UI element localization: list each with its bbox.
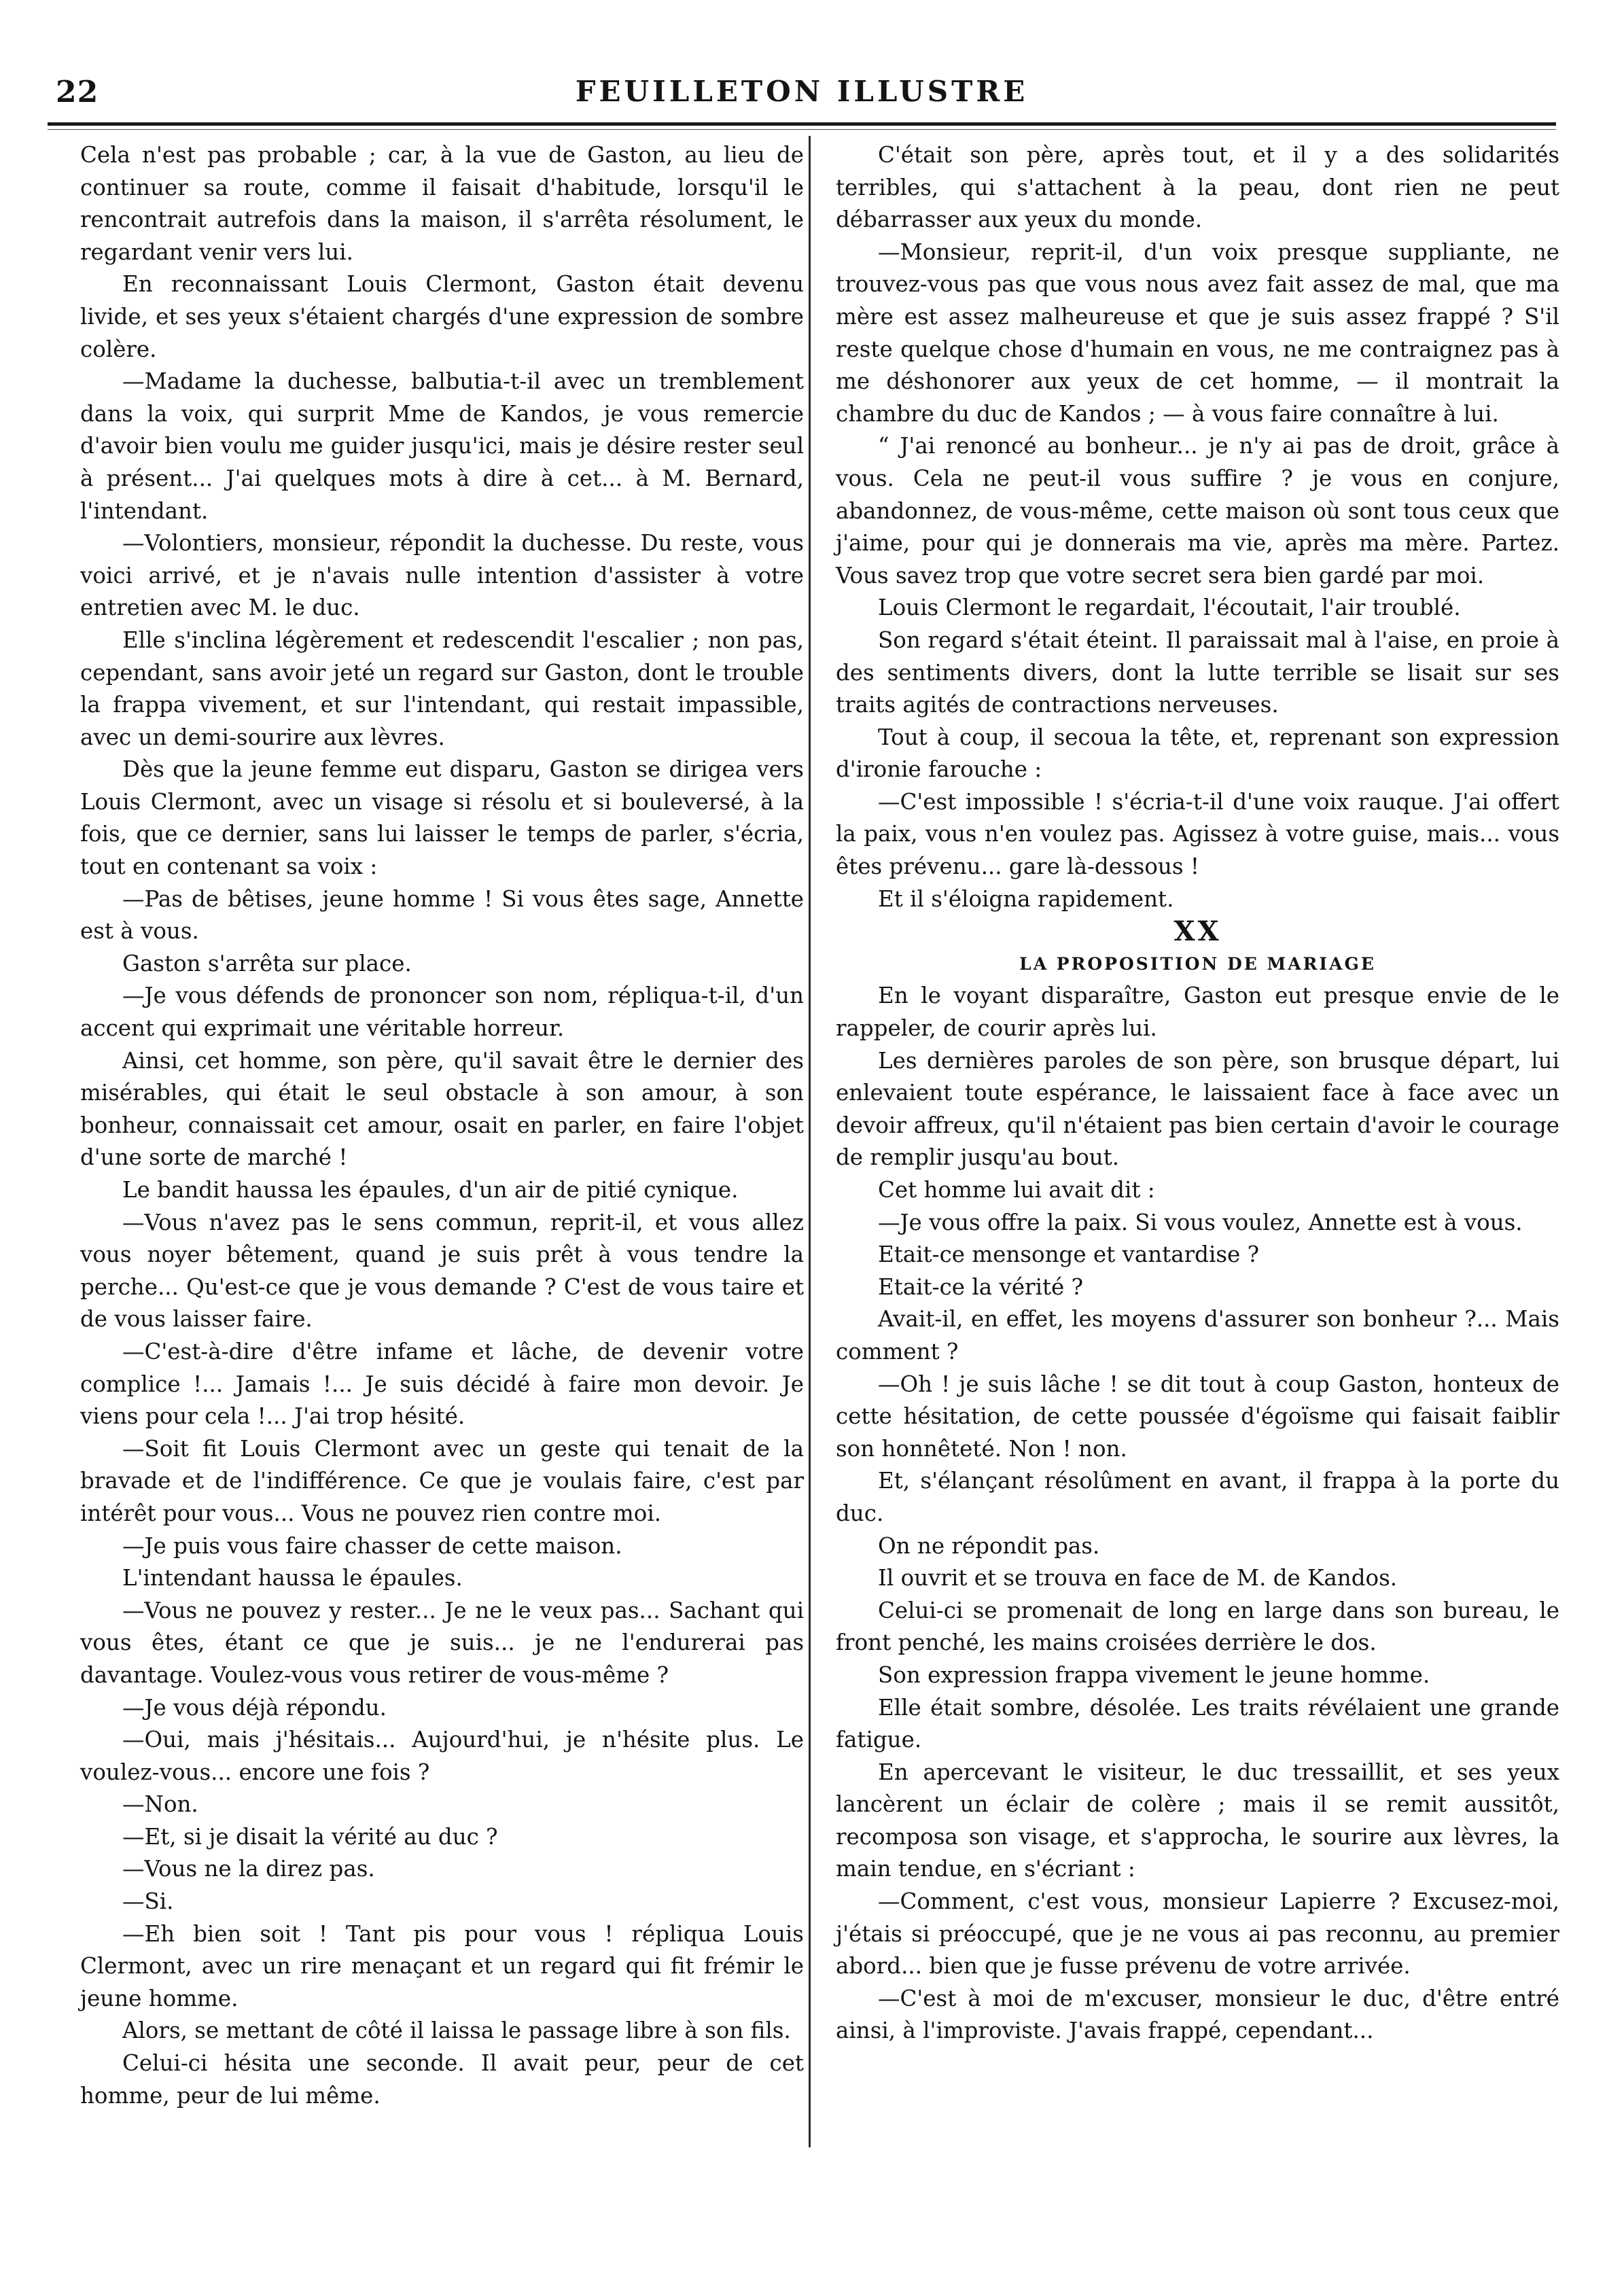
paragraph: Les dernières paroles de son père, son brusque départ, lui enlevaient toute espérance, le laissaient face à face avec un devoir affreux, qu'il n'étaient pas bien certain d'avoir le courage de remplir jusqu'au bout. <box>836 1047 1559 1171</box>
chapter-number: XX <box>1173 915 1222 948</box>
paragraph: Celui-ci hésita une seconde. Il avait peur, peur de cet homme, peur de lui même. <box>80 2050 804 2109</box>
paragraph: Son expression frappa vivement le jeune homme. <box>878 1661 1430 1688</box>
paragraph: Ainsi, cet homme, son père, qu'il savait être le dernier des misérables, qui était le seul obstacle à son amour, à son bonheur, connaissait cet amour, osait en parler, en faire l'objet d'une sorte de marché ! <box>80 1047 804 1171</box>
paragraph: —Monsieur, reprit-il, d'un voix presque suppliante, ne trouvez-vous pas que vous nous avez fait assez de mal, que ma mère est assez malheureuse et que je suis assez frappé ? S'il reste quelque chose d'humain en vous, ne me contraignez pas à me déshonorer aux yeux de cet homme, — il montrait la chambre du duc de Kandos ; — à vous faire connaître à lui. <box>836 239 1559 427</box>
paragraph: —Vous ne la direz pas. <box>122 1856 375 1882</box>
paragraph: —Eh bien soit ! Tant pis pour vous ! répliqua Louis Clermont, avec un rire menaçant et un regard qui fit frémir le jeune homme. <box>80 1920 804 2011</box>
page-number: 22 <box>56 75 99 109</box>
paragraph: Etait-ce la vérité ? <box>878 1273 1084 1300</box>
paragraph: —C'est-à-dire d'être infame et lâche, de devenir votre complice !... Jamais !... Je suis décidé à faire mon devoir. Je viens pour cela !... J'ai trop hésité. <box>80 1338 804 1430</box>
paragraph: —Oui, mais j'hésitais... Aujourd'hui, je n'hésite plus. Le voulez-vous... encore une fois ? <box>80 1727 804 1785</box>
paragraph: Cet homme lui avait dit : <box>878 1177 1155 1203</box>
paragraph: —C'est à moi de m'excuser, monsieur le duc, d'être entré ainsi, à l'improviste. J'avais frappé, cependant... <box>836 1985 1559 2044</box>
paragraph: —Je vous déjà répondu. <box>122 1694 387 1721</box>
paragraph: Alors, se mettant de côté il laissa le passage libre à son fils. <box>122 2018 791 2044</box>
paragraph: —Vous ne pouvez y rester... Je ne le veux pas... Sachant qui vous êtes, étant ce que je suis... je ne l'endurerai pas davantage. Voulez-vous vous retirer de vous-même ? <box>80 1597 804 1688</box>
paragraph: Avait-il, en effet, les moyens d'assurer son bonheur ?... Mais comment ? <box>836 1306 1559 1365</box>
paragraph: En le voyant disparaître, Gaston eut presque envie de le rappeler, de courir après lui. <box>836 983 1559 1042</box>
paragraph: En reconnaissant Louis Clermont, Gaston était devenu livide, et ses yeux s'étaient chargés d'une expression de sombre colère. <box>80 271 804 362</box>
paragraph: Et il s'éloigna rapidement. <box>878 885 1174 912</box>
paragraph: Le bandit haussa les épaules, d'un air de pitié cynique. <box>122 1177 739 1203</box>
left-column <box>80 139 804 2112</box>
paragraph: —Madame la duchesse, balbutia-t-il avec un tremblement dans la voix, qui surprit Mme de Kandos, je vous remercie d'avoir bien voulu me guider jusqu'ici, mais je désire rester seul à présent... J'ai quelques mots à dire à cet... à M. Bernard, l'intendant. <box>80 368 804 524</box>
paragraph: —Non. <box>122 1791 198 1818</box>
paragraph: Il ouvrit et se trouva en face de M. de Kandos. <box>878 1565 1398 1591</box>
paragraph: —Comment, c'est vous, monsieur Lapierre ? Excusez-moi, j'étais si préoccupé, que je ne vous ai pas reconnu, au premier abord... bien que je fusse prévenu de votre arrivée. <box>836 1888 1559 1979</box>
paragraph: —Si. <box>122 1888 174 1915</box>
paragraph: Etait-ce mensonge et vantardise ? <box>878 1242 1260 1268</box>
paragraph: Cela n'est pas probable ; car, à la vue de Gaston, au lieu de continuer sa route, comme il faisait d'habitude, lorsqu'il le rencontrait autrefois dans la maison, il s'arrêta résolument, le regardant venir vers lui. <box>80 142 804 265</box>
paragraph: —Oh ! je suis lâche ! se dit tout à coup Gaston, honteux de cette hésitation, de cette poussée d'égoïsme qui faisait faiblir son honnêteté. Non ! non. <box>836 1371 1559 1462</box>
chapter-title: LA PROPOSITION DE MARIAGE <box>1019 953 1376 974</box>
paragraph: —Je puis vous faire chasser de cette maison. <box>122 1532 622 1559</box>
paragraph: —Je vous offre la paix. Si vous voulez, Annette est à vous. <box>878 1209 1523 1235</box>
paragraph: —Je vous défends de prononcer son nom, répliqua-t-il, d'un accent qui exprimait une véritable horreur. <box>80 983 804 1042</box>
paragraph: —Vous n'avez pas le sens commun, reprit-il, et vous allez vous noyer bêtement, quand je suis prêt à vous tendre la perche... Qu'est-ce que je vous demande ? C'est de vous taire et de vous laisser faire. <box>80 1209 804 1333</box>
paragraph: —Pas de bêtises, jeune homme ! Si vous êtes sage, Annette est à vous. <box>80 885 804 945</box>
column-divider <box>809 136 811 2147</box>
header-rule <box>48 122 1556 126</box>
paragraph: Elle était sombre, désolée. Les traits révélaient une grande fatigue. <box>836 1694 1559 1753</box>
paragraph: Gaston s'arrêta sur place. <box>122 950 412 976</box>
paragraph: Elle s'inclina légèrement et redescendit l'escalier ; non pas, cependant, sans avoir jeté un regard sur Gaston, dont le trouble la frappa vivement, et sur l'intendant, qui restait impassible, avec un demi-sourire aux lèvres. <box>80 627 804 750</box>
running-title: FEUILLETON ILLUSTRE <box>575 75 1029 108</box>
paragraph: —C'est impossible ! s'écria-t-il d'une voix rauque. J'ai offert la paix, vous n'en voulez pas. Agissez à votre guise, mais... vous êtes prévenu... gare là-dessous ! <box>836 788 1559 880</box>
paragraph: Louis Clermont le regardait, l'écoutait, l'air troublé. <box>878 595 1461 621</box>
paragraph: —Volontiers, monsieur, répondit la duchesse. Du reste, vous voici arrivé, et je n'avais nulle intention d'assister à votre entretien avec M. le duc. <box>80 530 804 621</box>
page-header <box>48 75 1556 122</box>
paragraph: Son regard s'était éteint. Il paraissait mal à l'aise, en proie à des sentiments divers, dont la lutte terrible se lisait sur ses traits agités de contractions nerveuses. <box>836 627 1559 718</box>
right-column <box>836 139 1559 2047</box>
paragraph: Tout à coup, il secoua la tête, et, reprenant son expression d'ironie farouche : <box>836 724 1559 783</box>
paragraph: Dès que la jeune femme eut disparu, Gaston se dirigea vers Louis Clermont, avec un visage si résolu et si bouleversé, à la fois, que ce dernier, sans lui laisser le temps de parler, s'écria, tout en contenant sa voix : <box>80 756 804 880</box>
header-rule-thin <box>48 129 1556 130</box>
paragraph: —Soit fit Louis Clermont avec un geste qui tenait de la bravade et de l'indifférence. Ce que je voulais faire, c'est par intérêt pour vous... Vous ne pouvez rien contre moi. <box>80 1435 804 1526</box>
paragraph: Et, s'élançant résolûment en avant, il frappa à la porte du duc. <box>836 1468 1559 1526</box>
paragraph: C'était son père, après tout, et il y a des solidarités terribles, qui s'attachent à la peau, dont rien ne peut débarrasser aux yeux du monde. <box>836 142 1559 233</box>
paragraph: “ J'ai renoncé au bonheur... je n'y ai pas de droit, grâce à vous. Cela ne peut-il vous suffire ? je vous en conjure, abandonnez, de vous-même, cette maison où sont tous ceux que j'aime, pour qui je donnerais ma vie, après ma mère. Partez. Vous savez trop que votre secret sera bien gardé par moi. <box>836 433 1559 588</box>
paragraph: L'intendant haussa le épaules. <box>122 1565 463 1591</box>
paragraph: Celui-ci se promenait de long en large dans son bureau, le front penché, les mains croisées derrière le dos. <box>836 1597 1559 1656</box>
paragraph: On ne répondit pas. <box>878 1532 1100 1559</box>
paragraph: En apercevant le visiteur, le duc tressaillit, et ses yeux lancèrent un éclair de colère ; mais il se remit aussitôt, recomposa son visage, et s'approcha, le sourire aux lèvres, la main tendue, en s'écriant : <box>836 1759 1559 1882</box>
paragraph: —Et, si je disait la vérité au duc ? <box>122 1823 498 1850</box>
